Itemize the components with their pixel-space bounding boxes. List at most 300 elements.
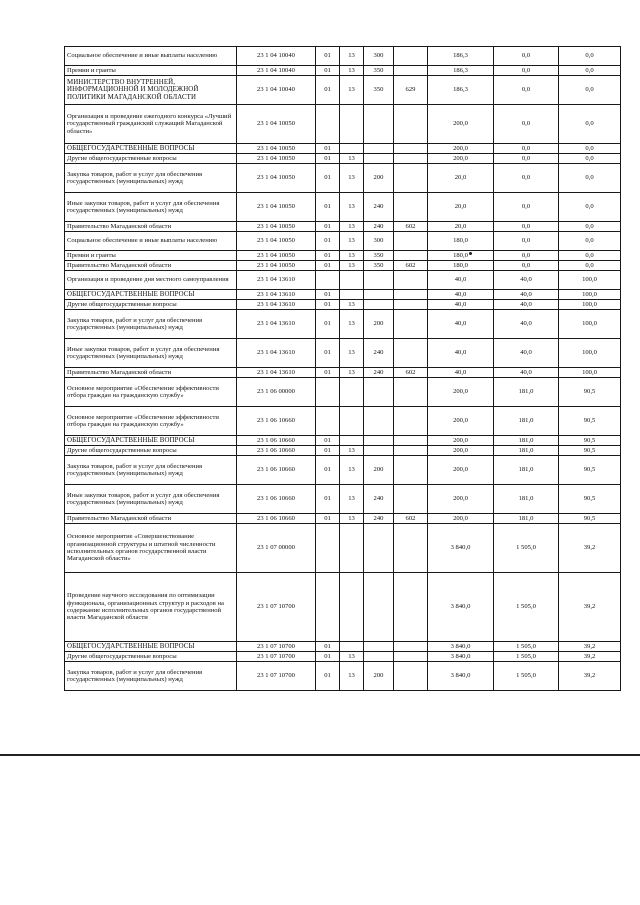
section-code bbox=[316, 105, 340, 144]
planned-amount: 200,0 bbox=[428, 456, 494, 485]
authority-code bbox=[394, 193, 428, 222]
expense-type-code: 200 bbox=[364, 310, 394, 339]
planned-amount: 200,0 bbox=[428, 446, 494, 456]
expense-type-code: 300 bbox=[364, 47, 394, 66]
subsection-code bbox=[340, 105, 364, 144]
target-article-code: 23 1 06 10660 bbox=[237, 485, 316, 514]
target-article-code: 23 1 04 10040 bbox=[237, 76, 316, 105]
expense-type-code bbox=[364, 446, 394, 456]
section-code: 01 bbox=[316, 251, 340, 261]
section-code bbox=[316, 524, 340, 573]
subsection-code bbox=[340, 524, 364, 573]
target-article-code: 23 1 04 13610 bbox=[237, 290, 316, 300]
table-row bbox=[65, 232, 621, 251]
table-row bbox=[65, 154, 621, 164]
authority-code bbox=[394, 662, 428, 691]
budget-item-name: Основное мероприятие «Обеспечение эффективности отбора граждан на гражданскую службу» bbox=[65, 378, 237, 407]
executed-amount: 0,0 bbox=[494, 105, 559, 144]
target-article-code: 23 1 04 10050 bbox=[237, 222, 316, 232]
execution-percent: 90,5 bbox=[559, 378, 621, 407]
target-article-code: 23 1 04 10050 bbox=[237, 164, 316, 193]
executed-amount: 1 505,0 bbox=[494, 573, 559, 642]
authority-code: 602 bbox=[394, 261, 428, 271]
planned-amount: 40,0 bbox=[428, 368, 494, 378]
table-row bbox=[65, 368, 621, 378]
authority-code bbox=[394, 642, 428, 652]
subsection-code: 13 bbox=[340, 47, 364, 66]
table-row bbox=[65, 642, 621, 652]
budget-item-name: Закупка товаров, работ и услуг для обеспечения государственных (муниципальных) нужд bbox=[65, 164, 237, 193]
expense-type-code bbox=[364, 378, 394, 407]
execution-percent: 0,0 bbox=[559, 261, 621, 271]
budget-item-name: Основное мероприятие «Обеспечение эффективности отбора граждан на гражданскую службу» bbox=[65, 407, 237, 436]
target-article-code: 23 1 04 10050 bbox=[237, 193, 316, 222]
executed-amount: 0,0 bbox=[494, 154, 559, 164]
planned-amount: 3 840,0 bbox=[428, 662, 494, 691]
page-bottom-rule bbox=[0, 754, 640, 756]
section-code: 01 bbox=[316, 193, 340, 222]
authority-code bbox=[394, 144, 428, 154]
expense-type-code bbox=[364, 652, 394, 662]
subsection-code: 13 bbox=[340, 456, 364, 485]
authority-code: 602 bbox=[394, 368, 428, 378]
expense-type-code bbox=[364, 642, 394, 652]
table-row bbox=[65, 164, 621, 193]
execution-percent: 90,5 bbox=[559, 436, 621, 446]
table-row bbox=[65, 436, 621, 446]
execution-percent: 90,5 bbox=[559, 407, 621, 436]
planned-amount: 40,0 bbox=[428, 271, 494, 290]
table-row bbox=[65, 662, 621, 691]
execution-percent: 0,0 bbox=[559, 164, 621, 193]
budget-item-name: ОБЩЕГОСУДАРСТВЕННЫЕ ВОПРОСЫ bbox=[65, 642, 237, 652]
section-code: 01 bbox=[316, 368, 340, 378]
budget-item-name: Закупка товаров, работ и услуг для обеспечения государственных (муниципальных) нужд bbox=[65, 310, 237, 339]
executed-amount: 0,0 bbox=[494, 193, 559, 222]
authority-code: 602 bbox=[394, 514, 428, 524]
execution-percent: 39,2 bbox=[559, 524, 621, 573]
target-article-code: 23 1 04 10050 bbox=[237, 144, 316, 154]
planned-amount: 200,0 bbox=[428, 436, 494, 446]
budget-item-name: ОБЩЕГОСУДАРСТВЕННЫЕ ВОПРОСЫ bbox=[65, 290, 237, 300]
planned-amount: 3 840,0 bbox=[428, 652, 494, 662]
target-article-code: 23 1 07 10700 bbox=[237, 642, 316, 652]
planned-amount: 200,0 bbox=[428, 144, 494, 154]
executed-amount: 181,0 bbox=[494, 456, 559, 485]
authority-code: 629 bbox=[394, 76, 428, 105]
expense-type-code bbox=[364, 300, 394, 310]
target-article-code: 23 1 04 13610 bbox=[237, 339, 316, 368]
executed-amount: 0,0 bbox=[494, 144, 559, 154]
authority-code bbox=[394, 378, 428, 407]
executed-amount: 0,0 bbox=[494, 261, 559, 271]
subsection-code: 13 bbox=[340, 261, 364, 271]
section-code: 01 bbox=[316, 662, 340, 691]
budget-item-name: Закупка товаров, работ и услуг для обеспечения государственных (муниципальных) нужд bbox=[65, 456, 237, 485]
authority-code bbox=[394, 251, 428, 261]
section-code: 01 bbox=[316, 485, 340, 514]
execution-percent: 90,5 bbox=[559, 514, 621, 524]
table-row bbox=[65, 573, 621, 642]
section-code: 01 bbox=[316, 300, 340, 310]
authority-code bbox=[394, 47, 428, 66]
section-code: 01 bbox=[316, 339, 340, 368]
section-code bbox=[316, 378, 340, 407]
expense-type-code: 350 bbox=[364, 76, 394, 105]
planned-amount: 200,0 bbox=[428, 485, 494, 514]
execution-percent: 0,0 bbox=[559, 154, 621, 164]
executed-amount: 181,0 bbox=[494, 378, 559, 407]
section-code: 01 bbox=[316, 47, 340, 66]
planned-amount: 3 840,0 bbox=[428, 573, 494, 642]
executed-amount: 40,0 bbox=[494, 339, 559, 368]
section-code: 01 bbox=[316, 261, 340, 271]
expense-type-code bbox=[364, 271, 394, 290]
subsection-code bbox=[340, 573, 364, 642]
budget-item-name: Правительство Магаданской области bbox=[65, 368, 237, 378]
executed-amount: 0,0 bbox=[494, 76, 559, 105]
table-row bbox=[65, 251, 621, 261]
subsection-code: 13 bbox=[340, 485, 364, 514]
planned-amount: 180,0 bbox=[428, 251, 494, 261]
table-row bbox=[65, 514, 621, 524]
subsection-code: 13 bbox=[340, 76, 364, 105]
table-row bbox=[65, 47, 621, 66]
budget-item-name: Правительство Магаданской области bbox=[65, 514, 237, 524]
expense-type-code bbox=[364, 144, 394, 154]
subsection-code: 13 bbox=[340, 193, 364, 222]
table-row bbox=[65, 339, 621, 368]
table-row bbox=[65, 105, 621, 144]
table-row bbox=[65, 76, 621, 105]
execution-percent: 39,2 bbox=[559, 662, 621, 691]
table-row bbox=[65, 300, 621, 310]
executed-amount: 1 505,0 bbox=[494, 524, 559, 573]
expense-type-code: 240 bbox=[364, 222, 394, 232]
planned-amount: 200,0 bbox=[428, 154, 494, 164]
executed-amount: 0,0 bbox=[494, 47, 559, 66]
execution-percent: 100,0 bbox=[559, 310, 621, 339]
section-code bbox=[316, 573, 340, 642]
target-article-code: 23 1 06 10660 bbox=[237, 456, 316, 485]
subsection-code: 13 bbox=[340, 154, 364, 164]
execution-percent: 0,0 bbox=[559, 76, 621, 105]
target-article-code: 23 1 07 10700 bbox=[237, 573, 316, 642]
table-row bbox=[65, 193, 621, 222]
subsection-code bbox=[340, 436, 364, 446]
section-code: 01 bbox=[316, 290, 340, 300]
budget-item-name: Другие общегосударственные вопросы bbox=[65, 446, 237, 456]
table-row bbox=[65, 456, 621, 485]
authority-code bbox=[394, 573, 428, 642]
target-article-code: 23 1 06 10660 bbox=[237, 514, 316, 524]
executed-amount: 0,0 bbox=[494, 66, 559, 76]
expense-type-code: 240 bbox=[364, 193, 394, 222]
subsection-code: 13 bbox=[340, 232, 364, 251]
target-article-code: 23 1 06 00000 bbox=[237, 378, 316, 407]
expense-type-code bbox=[364, 154, 394, 164]
subsection-code: 13 bbox=[340, 251, 364, 261]
section-code bbox=[316, 407, 340, 436]
table-row bbox=[65, 378, 621, 407]
authority-code bbox=[394, 446, 428, 456]
scan-speck bbox=[469, 252, 472, 255]
section-code: 01 bbox=[316, 232, 340, 251]
budget-item-name: Другие общегосударственные вопросы bbox=[65, 652, 237, 662]
execution-percent: 0,0 bbox=[559, 105, 621, 144]
section-code: 01 bbox=[316, 446, 340, 456]
budget-item-name: Другие общегосударственные вопросы bbox=[65, 154, 237, 164]
table-row bbox=[65, 524, 621, 573]
planned-amount: 186,3 bbox=[428, 47, 494, 66]
execution-percent: 100,0 bbox=[559, 339, 621, 368]
executed-amount: 40,0 bbox=[494, 310, 559, 339]
budget-item-name: МИНИСТЕРСТВО ВНУТРЕННЕЙ, ИНФОРМАЦИОННОЙ И МОЛОДЕЖНОЙ ПОЛИТИКИ МАГАДАНСКОЙ ОБЛАСТИ bbox=[65, 76, 237, 105]
planned-amount: 3 840,0 bbox=[428, 642, 494, 652]
target-article-code: 23 1 04 10050 bbox=[237, 251, 316, 261]
authority-code: 602 bbox=[394, 222, 428, 232]
section-code: 01 bbox=[316, 76, 340, 105]
budget-item-name: Правительство Магаданской области bbox=[65, 222, 237, 232]
subsection-code: 13 bbox=[340, 339, 364, 368]
budget-item-name: Организация и проведение ежегодного конкурса «Лучший государственный гражданский служащий Магаданской области» bbox=[65, 105, 237, 144]
section-code: 01 bbox=[316, 66, 340, 76]
executed-amount: 181,0 bbox=[494, 485, 559, 514]
executed-amount: 40,0 bbox=[494, 271, 559, 290]
planned-amount: 200,0 bbox=[428, 514, 494, 524]
section-code: 01 bbox=[316, 642, 340, 652]
execution-percent: 100,0 bbox=[559, 271, 621, 290]
planned-amount: 40,0 bbox=[428, 290, 494, 300]
planned-amount: 20,0 bbox=[428, 164, 494, 193]
budget-item-name: Социальное обеспечение и иные выплаты населению bbox=[65, 47, 237, 66]
section-code: 01 bbox=[316, 154, 340, 164]
executed-amount: 181,0 bbox=[494, 436, 559, 446]
execution-percent: 0,0 bbox=[559, 66, 621, 76]
target-article-code: 23 1 07 10700 bbox=[237, 662, 316, 691]
expense-type-code: 240 bbox=[364, 514, 394, 524]
executed-amount: 40,0 bbox=[494, 290, 559, 300]
subsection-code: 13 bbox=[340, 66, 364, 76]
section-code: 01 bbox=[316, 144, 340, 154]
expense-type-code bbox=[364, 524, 394, 573]
subsection-code bbox=[340, 642, 364, 652]
authority-code bbox=[394, 407, 428, 436]
expense-type-code: 200 bbox=[364, 164, 394, 193]
budget-item-name: Премии и гранты bbox=[65, 251, 237, 261]
target-article-code: 23 1 06 10660 bbox=[237, 407, 316, 436]
target-article-code: 23 1 04 10040 bbox=[237, 47, 316, 66]
planned-amount: 3 840,0 bbox=[428, 524, 494, 573]
target-article-code: 23 1 04 13610 bbox=[237, 300, 316, 310]
section-code bbox=[316, 271, 340, 290]
authority-code bbox=[394, 456, 428, 485]
executed-amount: 0,0 bbox=[494, 222, 559, 232]
planned-amount: 186,3 bbox=[428, 66, 494, 76]
planned-amount: 200,0 bbox=[428, 378, 494, 407]
target-article-code: 23 1 04 10050 bbox=[237, 232, 316, 251]
target-article-code: 23 1 04 13610 bbox=[237, 368, 316, 378]
table-row bbox=[65, 407, 621, 436]
expense-type-code: 200 bbox=[364, 456, 394, 485]
subsection-code: 13 bbox=[340, 368, 364, 378]
budget-item-name: Закупка товаров, работ и услуг для обеспечения государственных (муниципальных) нужд bbox=[65, 662, 237, 691]
executed-amount: 40,0 bbox=[494, 368, 559, 378]
target-article-code: 23 1 04 13610 bbox=[237, 271, 316, 290]
subsection-code: 13 bbox=[340, 310, 364, 339]
execution-percent: 90,5 bbox=[559, 456, 621, 485]
target-article-code: 23 1 04 10050 bbox=[237, 105, 316, 144]
execution-percent: 0,0 bbox=[559, 144, 621, 154]
expense-type-code: 240 bbox=[364, 485, 394, 514]
subsection-code: 13 bbox=[340, 662, 364, 691]
subsection-code bbox=[340, 144, 364, 154]
budget-item-name: ОБЩЕГОСУДАРСТВЕННЫЕ ВОПРОСЫ bbox=[65, 436, 237, 446]
planned-amount: 200,0 bbox=[428, 407, 494, 436]
expense-type-code: 350 bbox=[364, 261, 394, 271]
table-row bbox=[65, 261, 621, 271]
table-row bbox=[65, 271, 621, 290]
execution-percent: 90,5 bbox=[559, 485, 621, 514]
target-article-code: 23 1 06 10660 bbox=[237, 446, 316, 456]
section-code: 01 bbox=[316, 164, 340, 193]
execution-percent: 100,0 bbox=[559, 368, 621, 378]
execution-percent: 39,2 bbox=[559, 642, 621, 652]
table-row bbox=[65, 66, 621, 76]
budget-item-name: Премии и гранты bbox=[65, 66, 237, 76]
budget-item-name: Проведение научного исследования по оптимизации функционала, организационных структур и расходов на содержание исполнительных органов государственной власти Магаданской области bbox=[65, 573, 237, 642]
subsection-code: 13 bbox=[340, 514, 364, 524]
authority-code bbox=[394, 154, 428, 164]
budget-item-name: Иные закупки товаров, работ и услуг для обеспечения государственных (муниципальных) нужд bbox=[65, 339, 237, 368]
section-code: 01 bbox=[316, 456, 340, 485]
table-row bbox=[65, 485, 621, 514]
authority-code bbox=[394, 164, 428, 193]
table-row bbox=[65, 144, 621, 154]
execution-percent: 0,0 bbox=[559, 47, 621, 66]
execution-percent: 0,0 bbox=[559, 232, 621, 251]
planned-amount: 180,0 bbox=[428, 261, 494, 271]
expense-type-code bbox=[364, 407, 394, 436]
expense-type-code: 300 bbox=[364, 232, 394, 251]
authority-code bbox=[394, 271, 428, 290]
subsection-code: 13 bbox=[340, 446, 364, 456]
table-row bbox=[65, 652, 621, 662]
authority-code bbox=[394, 310, 428, 339]
target-article-code: 23 1 04 10050 bbox=[237, 154, 316, 164]
table-row bbox=[65, 290, 621, 300]
budget-table bbox=[64, 46, 621, 691]
target-article-code: 23 1 07 00000 bbox=[237, 524, 316, 573]
authority-code bbox=[394, 339, 428, 368]
execution-percent: 100,0 bbox=[559, 290, 621, 300]
subsection-code: 13 bbox=[340, 300, 364, 310]
subsection-code: 13 bbox=[340, 164, 364, 193]
planned-amount: 40,0 bbox=[428, 339, 494, 368]
planned-amount: 180,0 bbox=[428, 232, 494, 251]
section-code: 01 bbox=[316, 652, 340, 662]
planned-amount: 200,0 bbox=[428, 105, 494, 144]
target-article-code: 23 1 06 10660 bbox=[237, 436, 316, 446]
planned-amount: 20,0 bbox=[428, 193, 494, 222]
budget-item-name: Организация и проведение дня местного самоуправления bbox=[65, 271, 237, 290]
expense-type-code bbox=[364, 290, 394, 300]
authority-code bbox=[394, 436, 428, 446]
executed-amount: 1 505,0 bbox=[494, 642, 559, 652]
authority-code bbox=[394, 300, 428, 310]
budget-item-name: Правительство Магаданской области bbox=[65, 261, 237, 271]
expense-type-code: 240 bbox=[364, 368, 394, 378]
section-code: 01 bbox=[316, 222, 340, 232]
expense-type-code: 240 bbox=[364, 339, 394, 368]
authority-code bbox=[394, 652, 428, 662]
target-article-code: 23 1 04 13610 bbox=[237, 310, 316, 339]
target-article-code: 23 1 07 10700 bbox=[237, 652, 316, 662]
table-row bbox=[65, 310, 621, 339]
budget-item-name: Иные закупки товаров, работ и услуг для обеспечения государственных (муниципальных) нужд bbox=[65, 193, 237, 222]
budget-item-name: Иные закупки товаров, работ и услуг для обеспечения государственных (муниципальных) нужд bbox=[65, 485, 237, 514]
subsection-code: 13 bbox=[340, 222, 364, 232]
subsection-code bbox=[340, 290, 364, 300]
target-article-code: 23 1 04 10040 bbox=[237, 66, 316, 76]
table-row bbox=[65, 446, 621, 456]
execution-percent: 0,0 bbox=[559, 222, 621, 232]
section-code: 01 bbox=[316, 514, 340, 524]
executed-amount: 0,0 bbox=[494, 232, 559, 251]
executed-amount: 181,0 bbox=[494, 407, 559, 436]
expense-type-code: 350 bbox=[364, 251, 394, 261]
executed-amount: 40,0 bbox=[494, 300, 559, 310]
authority-code bbox=[394, 232, 428, 251]
execution-percent: 0,0 bbox=[559, 193, 621, 222]
subsection-code bbox=[340, 378, 364, 407]
execution-percent: 39,2 bbox=[559, 652, 621, 662]
budget-item-name: Социальное обеспечение и иные выплаты населению bbox=[65, 232, 237, 251]
planned-amount: 40,0 bbox=[428, 300, 494, 310]
expense-type-code bbox=[364, 573, 394, 642]
execution-percent: 39,2 bbox=[559, 573, 621, 642]
authority-code bbox=[394, 105, 428, 144]
executed-amount: 1 505,0 bbox=[494, 652, 559, 662]
executed-amount: 181,0 bbox=[494, 446, 559, 456]
subsection-code: 13 bbox=[340, 652, 364, 662]
budget-item-name: ОБЩЕГОСУДАРСТВЕННЫЕ ВОПРОСЫ bbox=[65, 144, 237, 154]
execution-percent: 100,0 bbox=[559, 300, 621, 310]
table-row bbox=[65, 222, 621, 232]
authority-code bbox=[394, 524, 428, 573]
section-code: 01 bbox=[316, 436, 340, 446]
execution-percent: 90,5 bbox=[559, 446, 621, 456]
executed-amount: 0,0 bbox=[494, 164, 559, 193]
authority-code bbox=[394, 66, 428, 76]
budget-item-name: Основное мероприятие «Совершенствование организационной структуры и штатной численности исполнительных органов государственной власти Магаданской области» bbox=[65, 524, 237, 573]
executed-amount: 181,0 bbox=[494, 514, 559, 524]
authority-code bbox=[394, 485, 428, 514]
section-code: 01 bbox=[316, 310, 340, 339]
expense-type-code bbox=[364, 436, 394, 446]
subsection-code bbox=[340, 407, 364, 436]
budget-item-name: Другие общегосударственные вопросы bbox=[65, 300, 237, 310]
planned-amount: 40,0 bbox=[428, 310, 494, 339]
executed-amount: 0,0 bbox=[494, 251, 559, 261]
planned-amount: 20,0 bbox=[428, 222, 494, 232]
expense-type-code: 350 bbox=[364, 66, 394, 76]
planned-amount: 186,3 bbox=[428, 76, 494, 105]
expense-type-code bbox=[364, 105, 394, 144]
execution-percent: 0,0 bbox=[559, 251, 621, 261]
expense-type-code: 200 bbox=[364, 662, 394, 691]
executed-amount: 1 505,0 bbox=[494, 662, 559, 691]
